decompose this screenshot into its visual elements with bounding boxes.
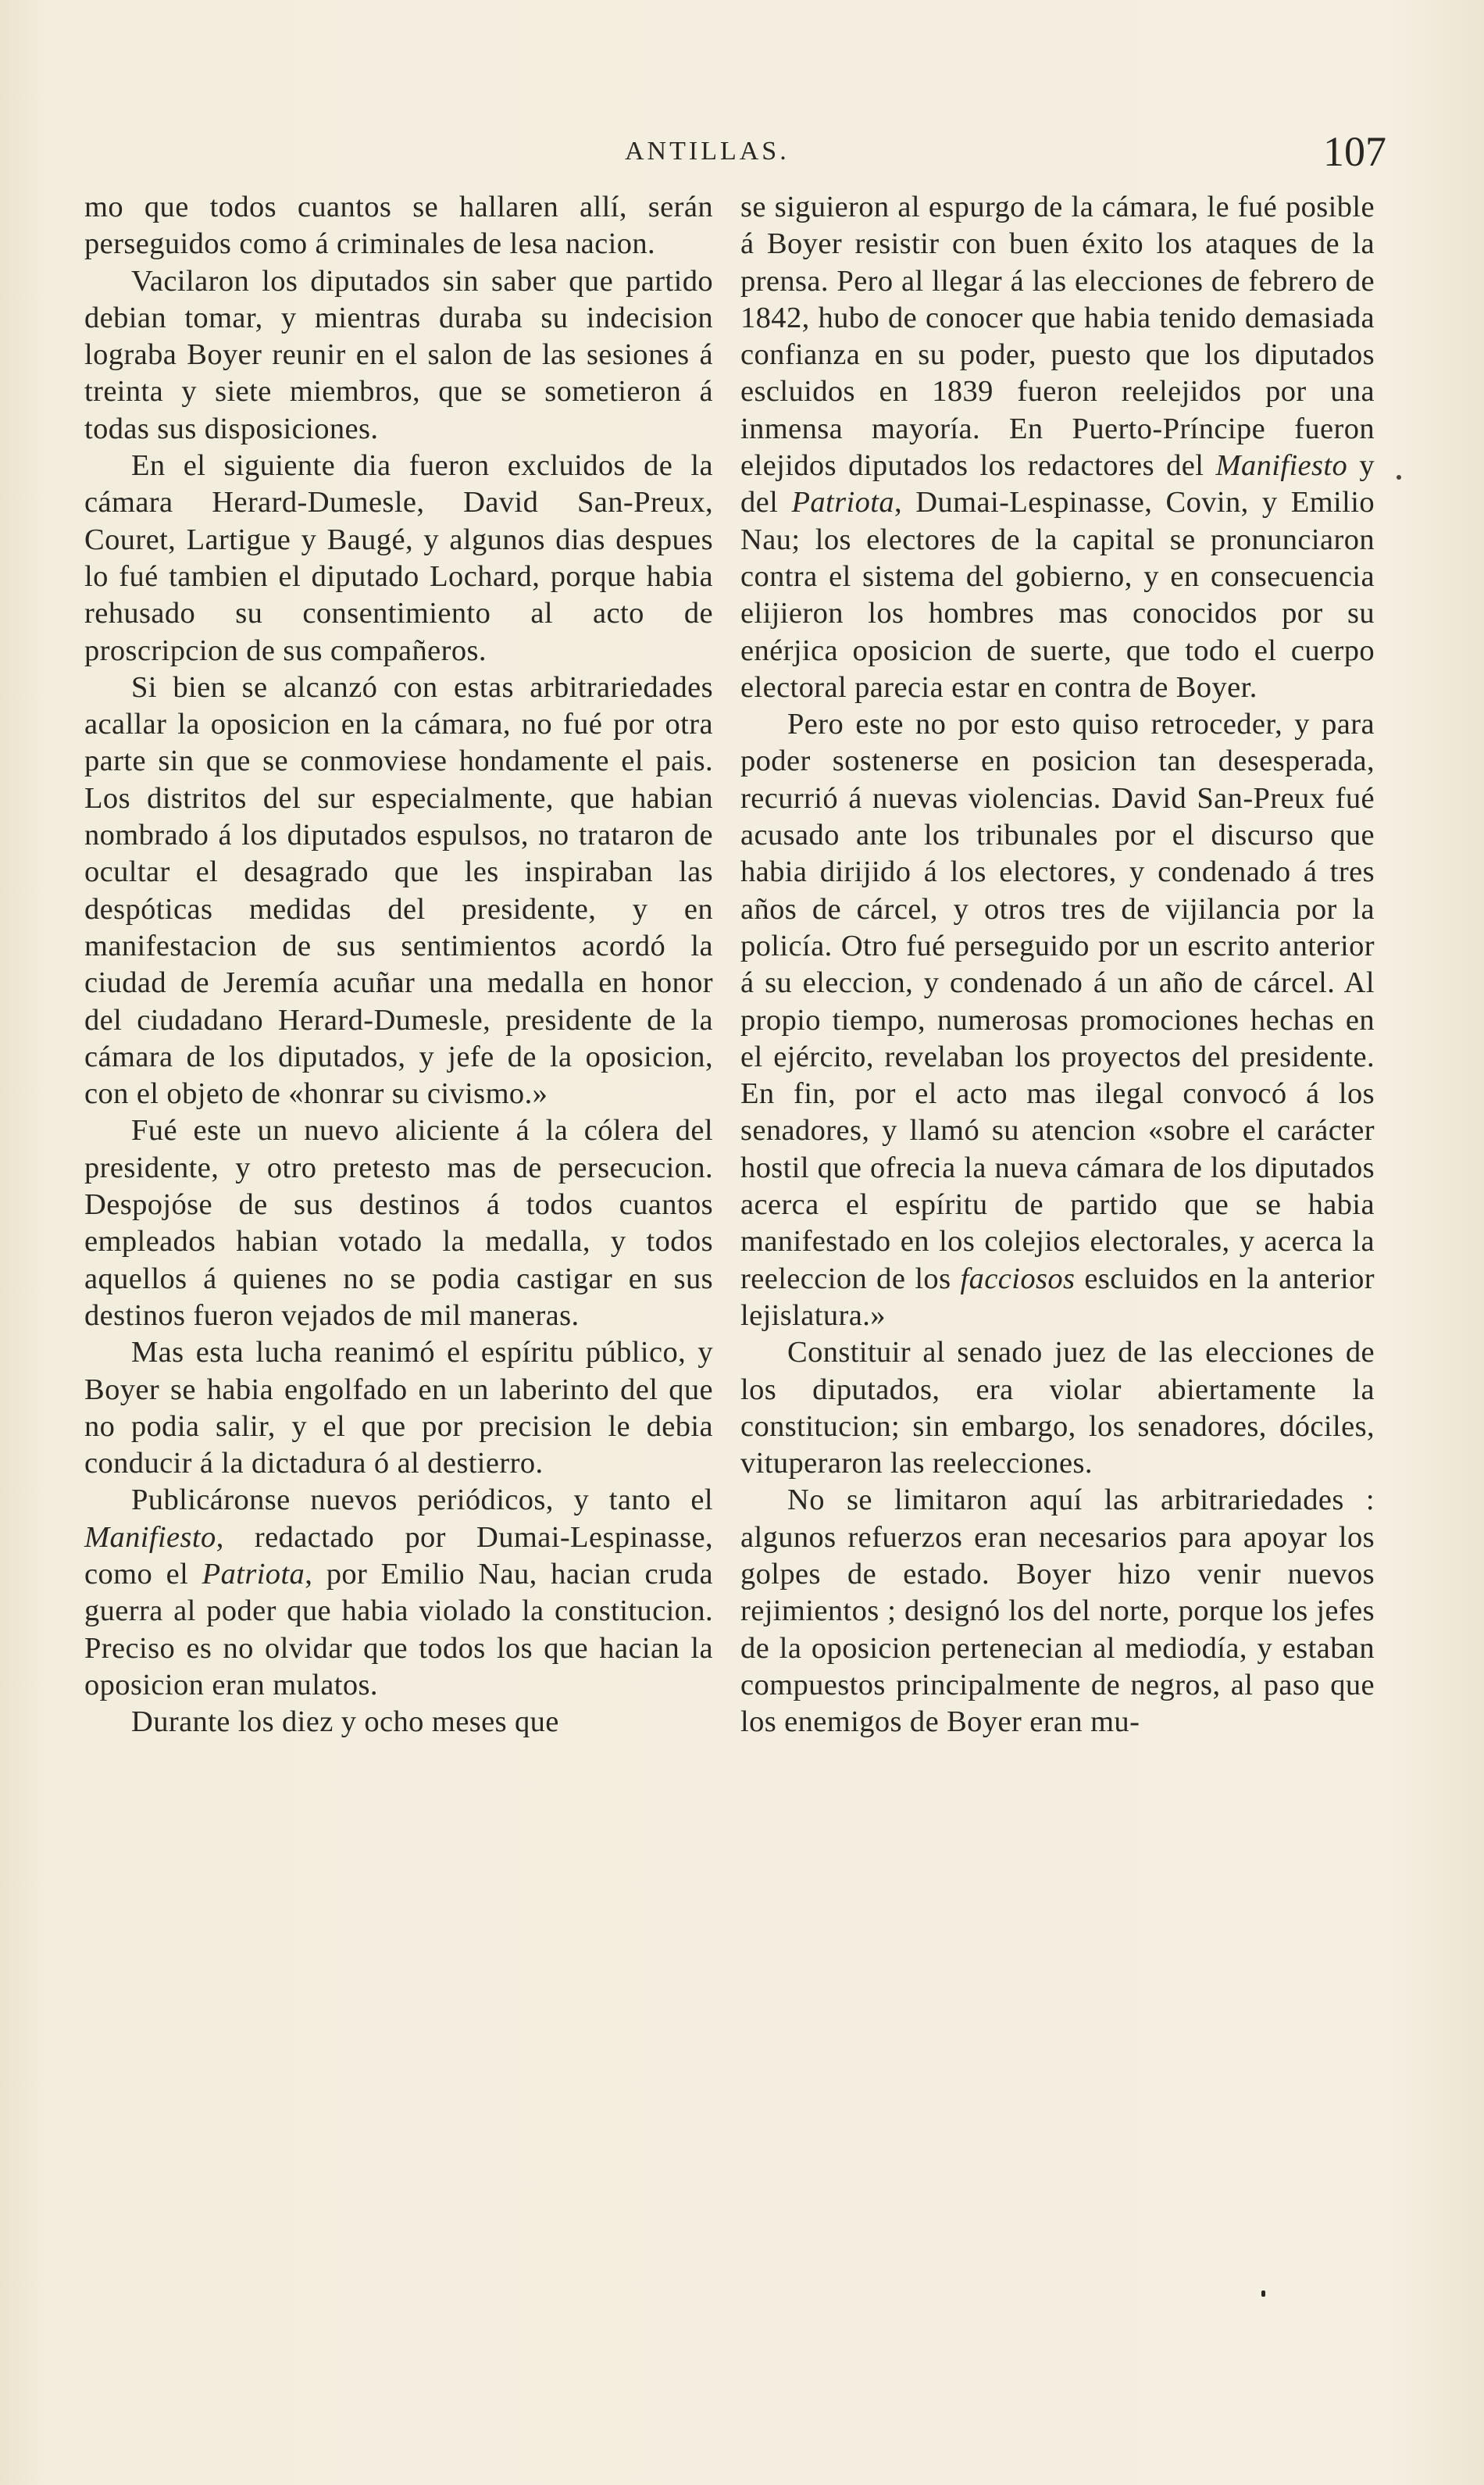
page-header (78, 129, 1386, 184)
paragraph (740, 189, 1375, 706)
running-title: ANTILLAS. (625, 137, 790, 166)
right-column (740, 189, 1375, 2298)
paragraph (84, 1112, 713, 1334)
paragraph (84, 448, 713, 669)
left-column (84, 189, 713, 2298)
italic-title: Patriota (791, 486, 895, 519)
italic-title: Patriota (202, 1557, 305, 1591)
paragraph-text: Fué este un nuevo aliciente á la cólera del presidente, y otro pretesto mas de persecucion. Despojóse de sus destinos á todos cuantos empleados habian votado la medalla, y todos aquellos á quienes no se podia castigar en sus destinos fueron vejados de mil maneras. (84, 1114, 713, 1332)
page-number: 107 (1323, 128, 1386, 175)
paragraph-text: Mas esta lucha reanimó el espíritu público, y Boyer se habia engolfado en un laberinto del que no podia salir, y el que por precision le debia conducir á la dictadura ó al destierro. (84, 1336, 713, 1480)
paragraph-text: , Dumai-Lespinasse, Covin, y Emilio Nau; los electores de la capital se pronunciaron contra el sistema del gobierno, y en consecuencia elijieron los hombres mas conocidos por su enérjica oposicion de suerte, que todo el cuerpo electoral parecia estar en contra de Boyer. (740, 486, 1375, 704)
italic-title: Manifiesto (84, 1520, 216, 1554)
paragraph (84, 1482, 713, 1704)
paragraph-text: Durante los diez y ocho meses que (131, 1705, 559, 1739)
paragraph-text: y del (740, 449, 1375, 519)
italic-title: Manifiesto (1215, 449, 1348, 483)
ink-speck (1397, 475, 1401, 480)
paragraph (84, 1704, 713, 1741)
paragraph-text: escluidos en la anterior lejislatura.» (740, 1262, 1375, 1332)
paragraph (740, 706, 1375, 1334)
paragraph (740, 1334, 1375, 1482)
paragraph-text: , redactado por Dumai-Lespinasse, como el (84, 1520, 713, 1591)
paragraph (84, 263, 713, 448)
paragraph-text: En el siguiente dia fueron excluidos de la cámara Herard-Dumesle, David San-Preux, Couret, Lartigue y Baugé, y algunos dias despues lo fué tambien el diputado Lochard, porque habia rehusado su consentimiento al acto de proscripcion de sus compañeros. (84, 449, 713, 667)
paragraph (740, 1482, 1375, 1741)
paragraph-text: , por Emilio Nau, hacian cruda guerra al poder que habia violado la constitucion. Preciso es no olvidar que todos los que hacian la oposicion eran mulatos. (84, 1557, 713, 1701)
paragraph-text: mo que todos cuantos se hallaren allí, serán perseguidos como á criminales de lesa nacion. (84, 191, 713, 261)
paragraph (84, 1334, 713, 1482)
paragraph-text: Si bien se alcanzó con estas arbitrariedades acallar la oposicion en la cámara, no fué por otra parte sin que se conmoviese hondamente el pais. Los distritos del sur especialmente, que habian nombrado á los diputados espulsos, no trataron de ocultar el desagrado que les inspiraban las despóticas medidas del presidente, y en manifestacion de sus sentimientos acordó la ciudad de Jeremía acuñar una medalla en honor del ciudadano Herard-Dumesle, presidente de la cámara de los diputados, y jefe de la oposicion, con el objeto de «honrar su civismo.» (84, 670, 713, 1111)
paragraph-text: Constituir al senado juez de las elecciones de los diputados, era violar abiertamente la constitucion; sin embargo, los senadores, dóciles, vituperaron las reelecciones. (740, 1336, 1375, 1480)
italic-word: facciosos (960, 1262, 1076, 1295)
paragraph (84, 669, 713, 1113)
paragraph-text: Publicáronse nuevos periódicos, y tanto el (131, 1484, 713, 1517)
ink-speck (1261, 2290, 1265, 2297)
paragraph-text: Pero este no por esto quiso retroceder, y para poder sostenerse en posicion tan desesperada, recurrió á nuevas violencias. David San-Preux fué acusado ante los tribunales por el discurso que habia dirijido á los electores, y condenado á tres años de cárcel, y otros tres de vijilancia por la policía. Otro fué perseguido por un escrito anterior á su eleccion, y condenado á un año de cárcel. Al propio tiempo, numerosas promociones hechas en el ejército, revelaban los proyectos del presidente. En fin, por el acto mas ilegal convocó á los senadores, y llamó su atencion «sobre el carácter hostil que ofrecia la nueva cámara de los diputados acerca el espíritu de partido que se habia manifestado en los colejios electorales, y acerca la reeleccion de los (740, 708, 1375, 1295)
paragraph-text: No se limitaron aquí las arbitrariedades : algunos refuerzos eran necesarios para apoyar los golpes de estado. Boyer hizo venir nuevos rejimientos ; designó los del norte, porque los jefes de la oposicion pertenecian al mediodía, y estaban compuestos principalmente de negros, al paso que los enemigos de Boyer eran mu- (740, 1484, 1375, 1739)
paragraph (84, 189, 713, 263)
paragraph-text: Vacilaron los diputados sin saber que partido debian tomar, y mientras duraba su indecision lograba Boyer reunir en el salon de las sesiones á treinta y siete miembros, que se sometieron á todas sus disposiciones. (84, 264, 713, 445)
paragraph-text: se siguieron al espurgo de la cámara, le fué posible á Boyer resistir con buen éxito los ataques de la prensa. Pero al llegar á las elecciones de febrero de 1842, hubo de conocer que habia tenido demasiada confianza en su poder, puesto que los diputados escluidos en 1839 fueron reelejidos por una inmensa mayoría. En Puerto-Príncipe fueron elejidos diputados los redactores del (740, 191, 1375, 483)
